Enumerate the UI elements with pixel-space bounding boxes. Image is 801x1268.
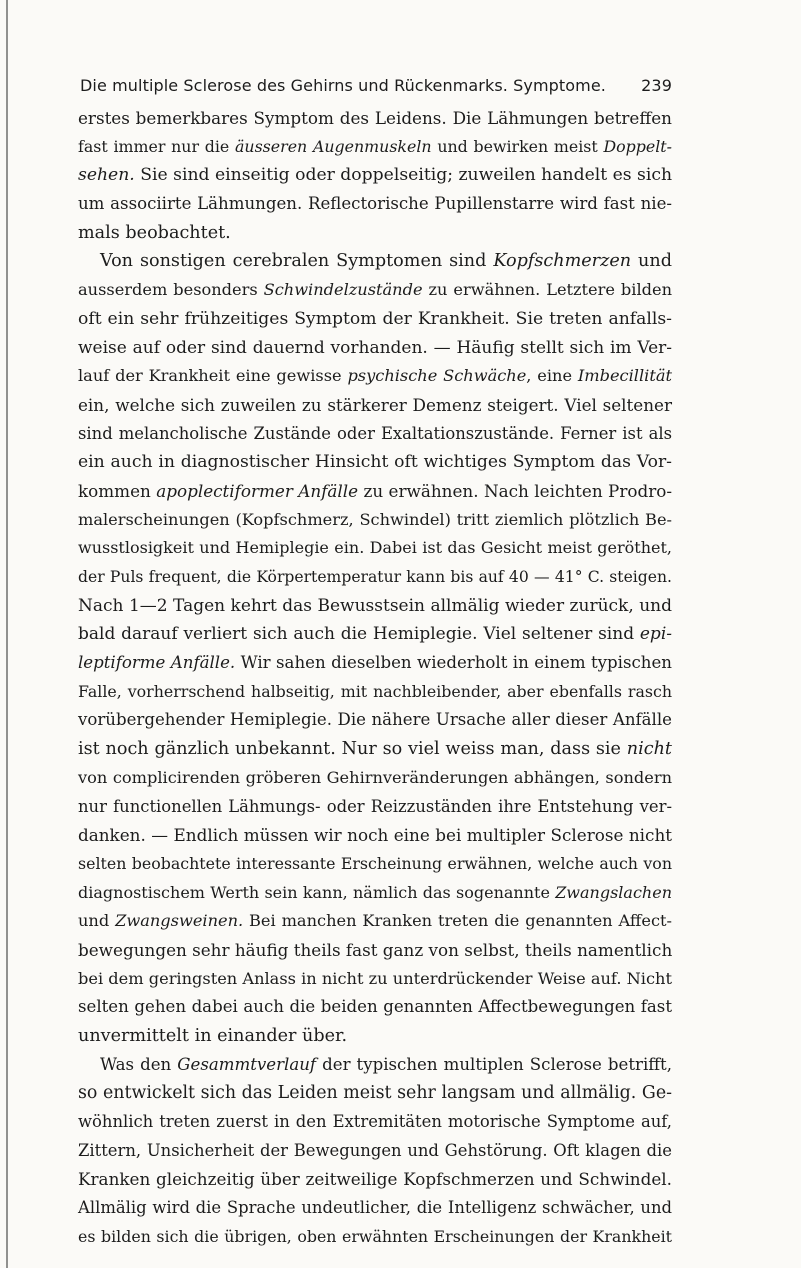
text-run: oft ein sehr frühzeitiges Symptom der Krankheit. Sie treten anfalls- <box>78 308 672 329</box>
text-run: ein auch in diagnostischer Hinsicht oft wichtiges Symptom das Vor- <box>78 452 672 473</box>
text-line <box>78 993 672 1022</box>
text-line <box>78 190 672 219</box>
text-line <box>78 477 672 506</box>
italic-term: Doppelt- <box>603 136 672 156</box>
text-line <box>78 161 672 190</box>
italic-term: leptiforme Anfälle. <box>78 653 236 673</box>
italic-term: äusseren Augenmuskeln <box>234 136 432 156</box>
text-line <box>78 1108 672 1137</box>
italic-term: Kopfschmerzen <box>493 251 632 272</box>
italic-term: epi- <box>639 624 672 645</box>
text-run: und <box>78 911 116 931</box>
text-line <box>78 907 672 936</box>
text-run: Wir sahen dieselben wiederholt in einem typischen <box>235 653 672 673</box>
text-run: kommen <box>78 480 157 501</box>
text-line <box>78 563 672 592</box>
italic-term: Gesammtverlauf <box>177 1054 317 1074</box>
text-run: Zittern, Unsicherheit der Bewegungen und Gehstörung. Oft klagen die <box>78 1140 672 1160</box>
text-run: Falle, vorherrschend halbseitig, mit nachbleibender, aber ebenfalls rasch <box>78 681 672 701</box>
text-line <box>78 1223 672 1252</box>
text-line <box>78 1022 672 1051</box>
text-line <box>78 448 672 477</box>
italic-term: Imbecillität <box>577 366 672 386</box>
text-run: wusstlosigkeit und Hemiplegie ein. Dabei ist das Gesicht meist geröthet, <box>78 538 672 558</box>
text-run: und <box>631 251 672 272</box>
text-run: Bei manchen Kranken treten die genannten Affect- <box>243 911 672 931</box>
italic-term: psychische Schwäche <box>347 366 527 386</box>
italic-term: sehen. <box>78 165 135 186</box>
text-run: ein, welche sich zuweilen zu stärkerer Demenz steigert. Viel seltener <box>78 394 672 415</box>
text-run: ausserdem besonders <box>78 280 264 300</box>
text-run: bewegungen sehr häufig theils fast ganz von selbst, theils namentlich <box>78 939 673 960</box>
text-line <box>78 276 672 305</box>
text-line <box>78 793 672 822</box>
text-run: so entwickelt sich das Leiden meist sehr langsam und allmälig. Ge- <box>78 1083 672 1104</box>
text-line <box>78 219 672 248</box>
text-run: zu erwähnen. Letztere bilden <box>422 280 672 300</box>
text-line <box>78 821 672 850</box>
text-run: danken. — Endlich müssen wir noch eine bei multipler Sclerose nicht <box>78 825 672 846</box>
text-line <box>78 1137 672 1166</box>
running-title: Die multiple Sclerose des Gehirns und Rückenmarks. Symptome. <box>80 76 606 95</box>
text-run: mals beobachtet. <box>78 222 231 243</box>
text-run: es bilden sich die übrigen, oben erwähnten Erscheinungen der Krankheit <box>78 1226 672 1246</box>
text-run: Von sonstigen cerebralen Symptomen sind <box>100 251 494 272</box>
page-number: 239 <box>641 76 672 95</box>
page-edge-rule <box>6 0 8 1268</box>
text-run: unvermittelt in einander über. <box>78 1026 348 1046</box>
text-run: , eine <box>526 366 578 386</box>
text-run: malerscheinungen (Kopfschmerz, Schwindel) tritt ziemlich plötzlich Be- <box>78 509 672 529</box>
text-run: diagnostischem Werth sein kann, nämlich das sogenannte <box>78 882 556 902</box>
italic-term: Schwindelzustände <box>263 280 423 300</box>
text-run: erstes bemerkbares Symptom des Leidens. Die Lähmungen betreffen <box>78 108 672 128</box>
text-run: selten beobachtete interessante Erscheinung erwähnen, welche auch von <box>78 853 672 873</box>
body-text <box>78 104 672 1252</box>
text-line <box>78 936 672 965</box>
text-line <box>78 305 672 334</box>
text-run: zu erwähnen. Nach leichten Prodro- <box>358 480 672 501</box>
text-line <box>78 620 672 649</box>
text-line <box>78 850 672 879</box>
text-line <box>78 706 672 735</box>
text-line <box>78 649 672 678</box>
text-run: nur functionellen Lähmungs- oder Reizzuständen ihre Entstehung ver- <box>78 796 672 816</box>
text-line <box>78 362 672 391</box>
italic-term: Zwangslachen <box>555 882 672 902</box>
text-run: bald darauf verliert sich auch die Hemiplegie. Viel seltener sind <box>78 624 640 645</box>
text-line <box>78 534 672 563</box>
text-run: Sie sind einseitig oder doppelseitig; zuweilen handelt es sich <box>134 165 673 186</box>
text-run: sind melancholische Zustände oder Exaltationszustände. Ferner ist als <box>78 423 672 443</box>
text-line <box>78 133 672 162</box>
italic-term: nicht <box>626 739 672 760</box>
text-run: Nach 1—2 Tagen kehrt das Bewusstsein allmälig wieder zurück, und <box>78 595 672 616</box>
text-line <box>78 104 672 133</box>
text-run: von complicirenden gröberen Gehirnveränderungen abhängen, sondern <box>78 767 672 787</box>
text-run: Was den <box>100 1054 178 1074</box>
italic-term: apoplectiformer Anfälle <box>156 480 359 501</box>
text-run: ist noch gänzlich unbekannt. Nur so viel weiss man, dass sie <box>78 739 627 760</box>
text-line <box>78 764 672 793</box>
text-run: um associirte Lähmungen. Reflectorische Pupillenstarre wird fast nie- <box>78 194 672 214</box>
text-line <box>78 965 672 994</box>
text-run: Kranken gleichzeitig über zeitweilige Kopfschmerzen und Schwindel. <box>78 1169 672 1190</box>
text-line <box>78 1165 672 1194</box>
text-run: Allmälig wird die Sprache undeutlicher, die Intelligenz schwächer, und <box>78 1198 672 1218</box>
text-line <box>78 592 672 621</box>
text-line <box>78 391 672 420</box>
text-run: der Puls frequent, die Körpertemperatur kann bis auf 40 — 41° C. steigen. <box>78 568 672 586</box>
text-line <box>78 420 672 449</box>
text-line <box>78 879 672 908</box>
text-run: fast immer nur die <box>78 136 235 156</box>
text-line <box>78 678 672 707</box>
text-line <box>78 247 672 276</box>
text-run: vorübergehender Hemiplegie. Die nähere Ursache aller dieser Anfälle <box>78 710 672 730</box>
text-run: weise auf oder sind dauernd vorhanden. — Häufig stellt sich im Ver- <box>78 337 672 358</box>
text-run: selten gehen dabei auch die beiden genannten Affectbewegungen fast <box>78 997 672 1017</box>
italic-term: Zwangsweinen. <box>115 911 244 931</box>
text-run: bei dem geringsten Anlass in nicht zu unterdrückender Weise auf. Nicht <box>78 968 672 988</box>
text-line <box>78 1194 672 1223</box>
text-run: der typischen multiplen Sclerose betrifft, <box>316 1054 672 1074</box>
text-line <box>78 334 672 363</box>
text-line <box>78 1051 672 1080</box>
running-header <box>80 76 672 102</box>
text-line <box>78 1079 672 1108</box>
text-line <box>78 506 672 535</box>
text-run: wöhnlich treten zuerst in den Extremitäten motorische Symptome auf, <box>78 1112 672 1132</box>
text-line <box>78 735 672 764</box>
text-run: lauf der Krankheit eine gewisse <box>78 366 348 386</box>
text-run: und bewirken meist <box>431 136 604 156</box>
